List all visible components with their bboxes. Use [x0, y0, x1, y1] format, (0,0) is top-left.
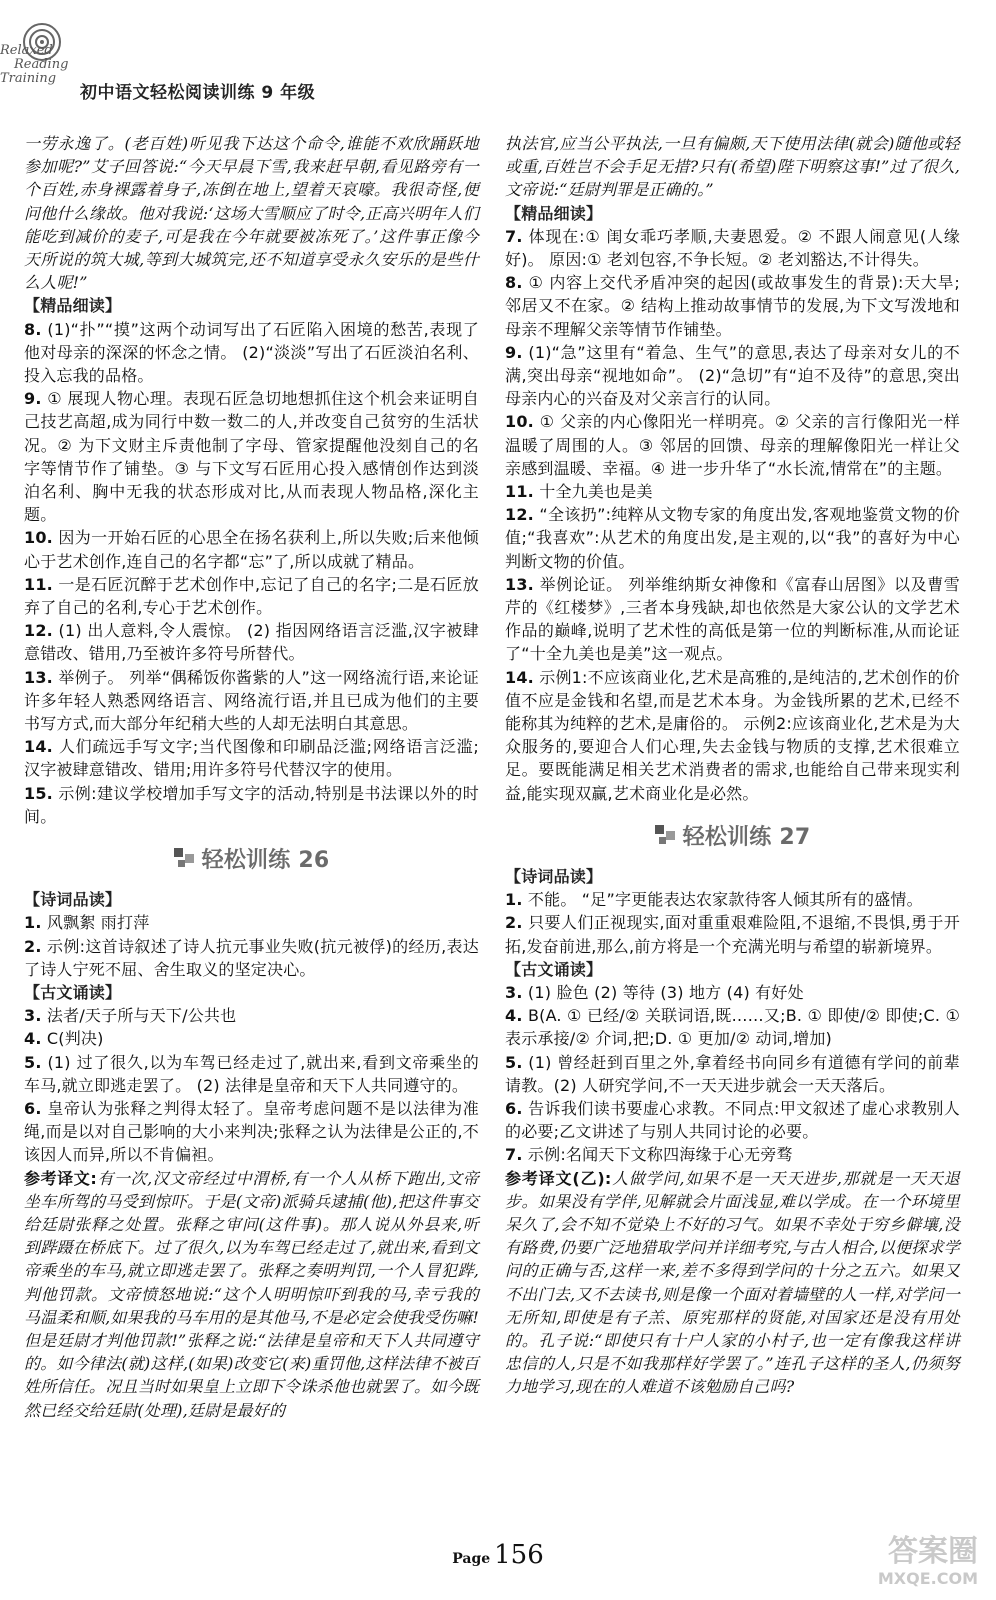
answer-item — [24, 1051, 479, 1097]
answer-number: 8. — [24, 319, 42, 339]
reference-label: 参考译文(乙): — [505, 1168, 612, 1188]
answer-number: 10. — [24, 528, 53, 548]
reference-translation — [24, 1167, 479, 1422]
answer-item — [505, 573, 960, 666]
answer-item — [505, 1097, 960, 1143]
answer-number: 14. — [24, 737, 53, 757]
answer-text: 只要人们正视现实,面对重重艰难险阻,不退缩,不畏惧,勇于开拓,发奋前进,那么,前方将是一个充满光明与希望的崭新境界。 — [505, 913, 960, 956]
answer-number: 1. — [505, 890, 523, 910]
translation-continuation: 执法官,应当公平执法,一旦有偏颇,天下使用法律(就会)随他或轻或重,百姓岂不会手足无措?只有(希望)陛下明察这事!”过了很久,文帝说:“廷尉判罪是正确的。” — [505, 134, 960, 200]
answer-item — [24, 1097, 479, 1167]
answer-text: 法者/天子所与天下/公共也 — [46, 1006, 237, 1026]
answer-text: 皇帝认为张释之判得太轻了。皇帝考虑问题不是以法律为准绳,而是以对自己影响的大小来判决;张释之认为法律是公正的,不该因人而异,所以不肯偏袒。 — [24, 1098, 480, 1165]
answer-text: 一是石匠沉醉于艺术创作中,忘记了自己的名字;二是石匠放弃了自己的名利,专心于艺术创作。 — [24, 574, 479, 618]
answer-text: (1) 曾经赶到百里之外,拿着经书向同乡有道德有学问的前辈请教。(2) 人研究学问,不一天天进步就会一天天落后。 — [505, 1052, 960, 1095]
section-blocks-icon — [174, 847, 196, 869]
tag-classic-reading: 【古文诵读】 — [24, 982, 122, 1002]
logo-word-3: Training — [0, 71, 57, 86]
answer-item — [24, 735, 479, 781]
answer-number: 13. — [24, 667, 53, 687]
answer-text: 示例:建议学校增加手写文字的活动,特别是书法课以外的时间。 — [24, 783, 479, 826]
right-column — [505, 132, 960, 1399]
watermark-logo-text: 答案圈 — [888, 1534, 978, 1569]
answer-item — [505, 981, 960, 1004]
answer-text: 十全九美也是美 — [539, 482, 653, 502]
answer-text: 因为一开始石匠的心思全在扬名获利上,所以失败;后来他倾心于艺术创作,连自己的名字都“忘”了,所以成就了精品。 — [24, 528, 479, 571]
answer-number: 12. — [505, 505, 534, 525]
answer-number: 8. — [505, 273, 523, 293]
answer-item — [24, 573, 479, 619]
answer-item — [24, 318, 479, 388]
answer-item — [24, 387, 479, 526]
answer-text: (1)“急”这里有“着急、生气”的意思,表达了母亲对女儿的不满,突出母亲“视地如命”。 (2)“急切”有“迫不及待”的意思,突出母亲内心的兴奋及对父亲言行的认同。 — [505, 342, 960, 409]
page-number: 156 — [494, 1540, 544, 1570]
answer-item — [505, 888, 960, 911]
answer-text: 示例:这首诗叙述了诗人抗元事业失败(抗元被俘)的经历,表达了诗人宁死不屈、舍生取义的坚定决心。 — [24, 936, 479, 979]
answer-number: 10. — [505, 412, 534, 432]
answer-text: “全该扔”:纯粹从文物专家的角度出发,客观地鉴赏文物的价值;“我喜欢”:从艺术的角度出发,是主观的,以“我”的喜好为中心判断文物的价值。 — [505, 505, 961, 571]
section-blocks-icon — [655, 824, 677, 846]
answer-text: C(判决) — [46, 1029, 104, 1049]
answers-poem — [505, 888, 960, 958]
answer-number: 9. — [505, 342, 523, 362]
answer-item — [505, 410, 960, 480]
answer-item — [505, 503, 960, 573]
reference-text: 有一次,汉文帝经过中渭桥,有一个人从桥下跑出,文帝坐车所驾的马受到惊吓。于是(文帝)派骑兵逮捕(他),把这件事交给廷尉张释之处置。张释之审问(这件事)。那人说从外县来,听到跸蹑在桥底下。过了很久,以为车驾已经走过了,就出来,看到文帝乘坐的车马,就立即逃走罢了。张释之奏明判罚,一个人冒犯跸,判他罚款。文帝愤怒地说:“这个人明明惊吓到我的马,幸亏我的马温柔和顺,如果我的马车用的是其他马,不是必定会使我受伤嘛!但是廷尉才判他罚款!”张释之说:“法律是皇帝和天下人共同遵守的。如今律法(就)这样,(如果)改变它(来)重罚他,这样法律不被百姓所信任。况且当时如果皇上立即下令诛杀他也就罢了。如今既然已经交给廷尉(处理),廷尉是最好的 — [24, 1168, 479, 1420]
answer-text: B(A. ① 已经/② 关联词语,既……又;B. ① 即使/② 即使;C. ① 表示承接/② 介词,把;D. ① 更加/② 动词,增加) — [505, 1006, 960, 1049]
answer-number: 2. — [505, 913, 523, 933]
answer-text: 举例子。 列举“偶稀饭你酱紫的人”这一网络流行语,来论证许多年轻人熟悉网络语言、网络流行语,并且已成为他们的主要书写方式,而大部分年纪稍大些的人却无法明白其意思。 — [24, 667, 479, 734]
answer-number: 13. — [505, 574, 534, 594]
answers-classic — [505, 981, 960, 1167]
answer-text: 风飘絮 雨打萍 — [46, 913, 150, 933]
answer-text: 示例:名闻天下文称四海缘于心无旁骛 — [527, 1145, 793, 1165]
answer-item — [505, 911, 960, 957]
answer-number: 3. — [24, 1006, 42, 1026]
answer-text: 告诉我们读书要虚心求教。不同点:甲文叙述了虚心求教别人的必要;乙文讲述了与别人共同讨论的必要。 — [505, 1098, 960, 1142]
answer-item — [505, 1051, 960, 1097]
answer-text: 举例论证。 列举维纳斯女神像和《富春山居图》以及曹雪芹的《红楼梦》,三者本身残缺,却也依然是大家公认的文学艺术作品的巅峰,说明了艺术性的高低是第一位的判断标准,从而论证了“十全九美也是美”这一观点。 — [505, 574, 960, 664]
answer-number: 6. — [505, 1098, 523, 1118]
reference-text: 人做学问,如果不是一天天进步,那就是一天天退步。如果没有学伴,见解就会片面浅显,难以学成。在一个环境里呆久了,会不知不觉染上不好的习气。如果不幸处于穷乡僻壤,没有路费,仍要广泛地猎取学问并详细考究,与古人相合,以便探求学问的正确与否,这样一来,差不多得到学问的十分之五六。如果又不出门去,又不去读书,则是像一个面对着墙壁的人一样,对学问一无所知,即使是有子羔、原宪那样的贤能,对国家还是没有用处的。孔子说:“即使只有十户人家的小村子,也一定有像我这样讲忠信的人,只是不如我那样好学罢了。”连孔子这样的圣人,仍须努力地学习,现在的人难道不该勉励自己吗? — [505, 1168, 960, 1397]
answer-number: 4. — [24, 1029, 42, 1049]
answer-item — [24, 911, 479, 934]
answer-number: 15. — [24, 783, 53, 803]
tag-detail-reading: 【精品细读】 — [24, 296, 122, 316]
answer-item — [24, 1004, 479, 1027]
answer-text: (1) 过了很久,以为车驾已经走过了,就出来,看到文帝乘坐的车马,就立即逃走罢了。 (2) 法律是皇帝和天下人共同遵守的。 — [24, 1052, 479, 1095]
answer-number: 7. — [505, 1145, 523, 1165]
answer-number: 4. — [505, 1006, 523, 1026]
section-title-26 — [24, 844, 479, 878]
answer-number: 7. — [505, 226, 523, 246]
answer-number: 3. — [505, 982, 523, 1002]
answer-item — [24, 666, 479, 736]
answer-item — [24, 935, 479, 981]
answer-item — [505, 1004, 960, 1050]
answer-number: 11. — [24, 574, 53, 594]
section-title-26-text: 轻松训练 26 — [201, 848, 330, 874]
reference-translation — [505, 1167, 960, 1399]
answer-text: (1) 出人意料,令人震惊。 (2) 指因网络语言泛滥,汉字被肆意错改、错用,乃至被许多符号所替代。 — [24, 621, 479, 664]
left-column — [24, 132, 479, 1422]
answer-number: 6. — [24, 1098, 42, 1118]
logo-word-2: Reading — [14, 57, 69, 72]
logo-word-1: Relaxed — [0, 43, 53, 58]
answer-number: 5. — [24, 1052, 42, 1072]
answers-poem — [24, 911, 479, 981]
answer-item — [505, 225, 960, 271]
logo-text — [0, 44, 90, 86]
answer-text: ① 内容上交代矛盾冲突的起因(或故事发生的背景):天大旱;邻居又不在家。② 结构上推动故事情节的发展,为下文写泼地和母亲不理解父亲等情节作铺垫。 — [505, 273, 960, 339]
section-title-27 — [505, 821, 960, 855]
answer-number: 5. — [505, 1052, 523, 1072]
answer-number: 1. — [24, 913, 42, 933]
answer-number: 14. — [505, 667, 534, 687]
reference-label: 参考译文: — [24, 1168, 97, 1188]
answer-text: (1)“扑”“摸”这两个动词写出了石匠陷入困境的愁苦,表现了他对母亲的深深的怀念之情。 (2)“淡淡”写出了石匠淡泊名利、投入忘我的品格。 — [24, 319, 479, 386]
tag-poem-reading: 【诗词品读】 — [24, 890, 122, 910]
page-label: Page — [452, 1551, 491, 1567]
answer-item — [505, 271, 960, 341]
answers-detail — [24, 318, 479, 828]
page-header — [0, 0, 996, 103]
answer-text: 示例1:不应该商业化,艺术是高雅的,是纯洁的,艺术创作的价值不应是金钱和名望,而是艺术本身。为金钱所累的艺术,已经不能称其为纯粹的艺术,是庸俗的。 示例2:应该商业化,艺术是为大众服务的,要迎合人们心理,失去金钱与物质的支撑,艺术很难立足。要既能满足相关艺术消费者的需求,也能给自己带来现实利益,能实现双赢,艺术商业化是必然。 — [505, 667, 960, 803]
answer-item — [505, 480, 960, 503]
answer-number: 11. — [505, 482, 534, 502]
answers-detail — [505, 225, 960, 805]
answer-text: ① 展现人物心理。表现石匠急切地想抓住这个机会来证明自己技艺高超,成为同行中数一数二的人,并改变自己贫穷的生活状况。② 为下文财主斥责他制了字母、管家提醒他没刻自己的名字等情节作了铺垫。③ 与下文写石匠用心投入感情创作达到淡泊名利、胸中无我的状态形成对比,从而表现人物品格,深化主题。 — [24, 389, 479, 525]
translation-continuation: 一劳永逸了。(老百姓)听见我下达这个命令,谁能不欢欣踊跃地参加呢?”艾子回答说:“今天早晨下雪,我来赶早朝,看见路旁有一个百姓,赤身裸露着身子,冻倒在地上,望着天哀嚎。我很奇怪,便问他什么缘故。他对我说:‘这场大雪顺应了时令,正高兴明年人们能吃到减价的麦子,可是我在今年就要被冻死了。’这件事正像今天所说的筑大城,等到大城筑完,还不知道享受永久安乐的是些什么人呢!” — [24, 134, 479, 293]
answers-classic — [24, 1004, 479, 1166]
answer-text: 体现在:① 闺女乖巧孝顺,夫妻恩爱。② 不跟人闹意见(人缘好)。 原因:① 老刘包容,不争长短。② 老刘豁达,不计得失。 — [505, 226, 960, 270]
answer-item — [24, 1027, 479, 1050]
answer-item — [505, 666, 960, 805]
answer-text: 人们疏远手写文字;当代图像和印刷品泛滥;网络语言泛滥;汉字被肆意错改、错用;用许多符号代替汉字的使用。 — [24, 737, 479, 780]
answer-item — [24, 619, 479, 665]
answer-text: (1) 脸色 (2) 等待 (3) 地方 (4) 有好处 — [527, 982, 804, 1002]
series-title: 初中语文轻松阅读训练 9 年级 — [80, 83, 316, 103]
answer-item — [24, 782, 479, 828]
answer-number: 2. — [24, 936, 42, 956]
answer-item — [505, 341, 960, 411]
answer-text: ① 父亲的内心像阳光一样明亮。② 父亲的言行像阳光一样温暖了周围的人。③ 邻居的回馈、母亲的理解像阳光一样让父亲感到温暖、幸福。④ 进一步升华了“水长流,情常在”的主题。 — [505, 412, 960, 478]
watermark-url: MXQE.COM — [877, 1569, 978, 1588]
answer-text: 不能。 “足”字更能表达农家款待客人倾其所有的盛情。 — [527, 890, 923, 910]
tag-detail-reading: 【精品细读】 — [505, 203, 603, 223]
answer-number: 12. — [24, 621, 53, 641]
answer-number: 9. — [24, 389, 42, 409]
answer-item — [505, 1143, 960, 1166]
section-title-27-text: 轻松训练 27 — [682, 824, 811, 850]
tag-poem-reading: 【诗词品读】 — [505, 866, 603, 886]
watermark — [828, 1535, 978, 1595]
tag-classic-reading: 【古文诵读】 — [505, 959, 603, 979]
answer-item — [24, 526, 479, 572]
